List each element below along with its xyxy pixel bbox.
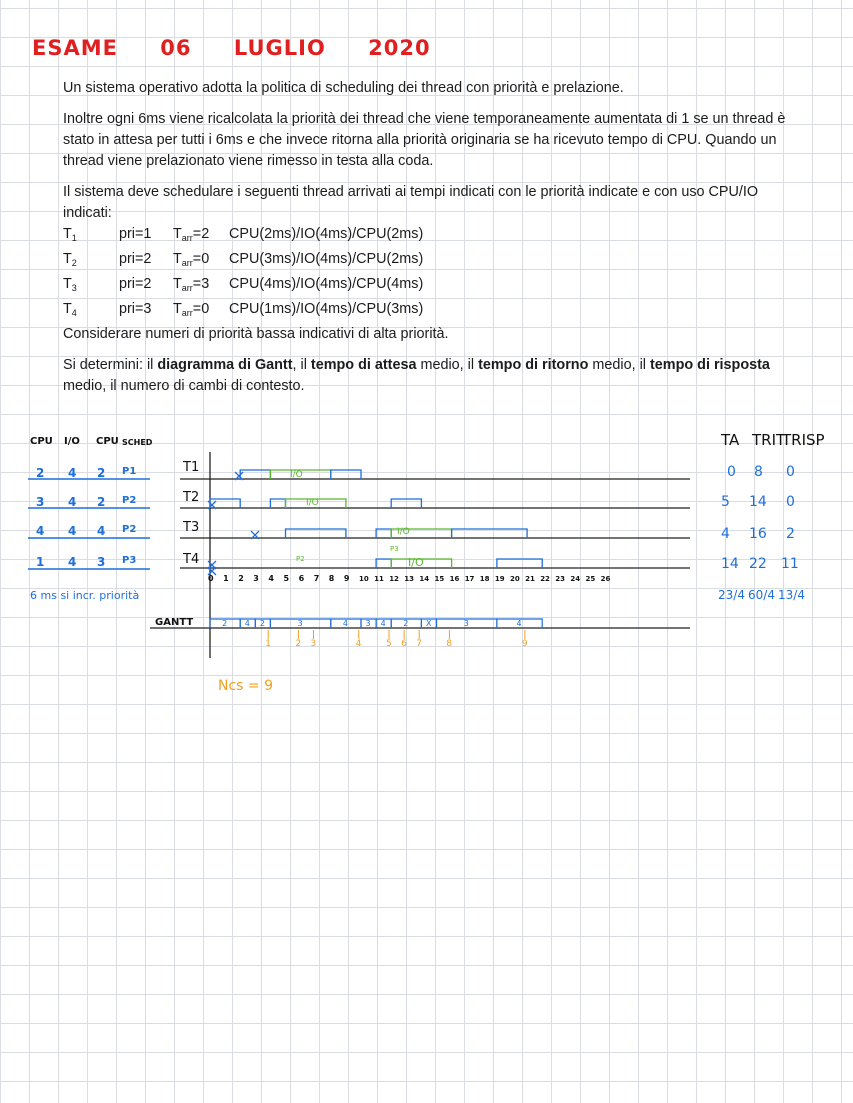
context-switch-count: Ncs = 9 bbox=[218, 678, 274, 694]
timeline-tick: 1 bbox=[223, 574, 229, 583]
thread-bar bbox=[286, 499, 346, 508]
thread-bar bbox=[270, 470, 330, 479]
param-cpu2: 2 bbox=[97, 495, 106, 509]
result-header-ta: TA bbox=[721, 431, 740, 449]
thread-bar bbox=[497, 559, 542, 568]
exam-word: ESAME bbox=[32, 36, 118, 60]
result-ta: 0 bbox=[727, 464, 736, 480]
param-cpu1: 3 bbox=[36, 495, 45, 509]
timeline-tick: 16 bbox=[449, 575, 460, 583]
col-header-io: I/O bbox=[64, 436, 80, 447]
gantt-block-label: 3 bbox=[297, 619, 303, 628]
result-ta: 14 bbox=[721, 556, 739, 572]
param-io: 4 bbox=[68, 466, 77, 480]
timeline-tick: 7 bbox=[313, 574, 320, 583]
context-switch-number: 1 bbox=[265, 639, 271, 649]
context-switch-number: 4 bbox=[355, 639, 362, 649]
thread-bar bbox=[391, 529, 451, 538]
thread-bar bbox=[391, 559, 451, 568]
gantt-block-label: X bbox=[425, 619, 432, 628]
result-avg-trisp: 13/4 bbox=[778, 588, 805, 602]
result-ta: 4 bbox=[721, 526, 730, 542]
timeline-tick: 24 bbox=[570, 575, 581, 583]
param-sched: P2 bbox=[122, 524, 137, 535]
timeline-tick: 10 bbox=[359, 575, 369, 583]
context-switch-number: 5 bbox=[386, 639, 392, 649]
result-trisp: 0 bbox=[786, 464, 795, 480]
result-trisp: 0 bbox=[786, 494, 795, 510]
result-trit: 22 bbox=[749, 556, 767, 572]
problem-paragraph-1: Un sistema operativo adotta la politica di scheduling dei thread con priorità e prelazione. bbox=[63, 80, 624, 96]
timeline-tick: 9 bbox=[343, 574, 350, 583]
timeline-tick: 19 bbox=[494, 575, 505, 583]
timeline-tick: 18 bbox=[479, 575, 490, 583]
timeline-tick: 22 bbox=[540, 575, 550, 583]
io-label: I/O bbox=[290, 470, 303, 480]
result-trisp: 11 bbox=[781, 556, 799, 572]
result-avg-ta: 23/4 bbox=[718, 588, 745, 602]
io-label: I/O bbox=[397, 527, 410, 537]
timeline-tick: 8 bbox=[328, 574, 335, 583]
gantt-block-label: 4 bbox=[380, 619, 386, 628]
io-label: I/O bbox=[306, 498, 319, 508]
gantt-block-label: 2 bbox=[222, 619, 228, 628]
param-sched: P2 bbox=[122, 495, 137, 506]
gantt-block-label: 2 bbox=[403, 619, 409, 628]
result-header-trisp: TRISP bbox=[782, 431, 825, 449]
priority-note: Considerare numeri di priorità bassa indicativi di alta priorità. bbox=[63, 326, 449, 342]
timeline-tick: 21 bbox=[525, 575, 535, 583]
context-switch-number: 7 bbox=[416, 639, 422, 649]
gantt-block-label: 3 bbox=[365, 619, 371, 628]
timeline-tick: 14 bbox=[419, 575, 430, 583]
thread-bar bbox=[331, 470, 361, 479]
timeline-tick: 23 bbox=[555, 575, 566, 583]
question: Si determini: il diagramma di Gantt, il tempo di attesa medio, il tempo di ritorno medio, il tempo di risposta medio, il numero di cambi di contesto. bbox=[63, 357, 770, 394]
thread-bar bbox=[452, 529, 527, 538]
thread-bar bbox=[286, 529, 346, 538]
timeline-tick: 4 bbox=[268, 574, 274, 583]
priority-label: P3 bbox=[390, 545, 399, 553]
gantt-block-label: 4 bbox=[342, 619, 348, 628]
param-io: 4 bbox=[68, 555, 77, 569]
thread-row: $T_2$ pri=2 $T_{arr}=0$ CPU(3ms)/IO(4ms)/CPU(2ms) bbox=[63, 251, 424, 268]
io-label: I/O bbox=[408, 556, 424, 569]
priority-increase-note: 6 ms si incr. priorità bbox=[30, 589, 140, 602]
param-cpu2: 4 bbox=[97, 524, 106, 538]
thread-bar bbox=[376, 529, 391, 538]
timeline-tick: 3 bbox=[253, 574, 259, 583]
result-avg-trit: 60/4 bbox=[748, 588, 775, 602]
thread-bar bbox=[391, 499, 421, 508]
gantt-block-label: 3 bbox=[463, 619, 469, 628]
param-sched: P1 bbox=[122, 466, 137, 477]
thread-row: $T_1$ pri=1 $T_{arr}=2$ CPU(2ms)/IO(4ms)/CPU(2ms) bbox=[63, 226, 424, 243]
context-switch-number: 2 bbox=[295, 639, 302, 649]
col-header-cpu2: CPU bbox=[96, 436, 119, 447]
exam-year: 2020 bbox=[368, 36, 431, 60]
result-trit: 16 bbox=[749, 526, 767, 542]
thread-label: T3 bbox=[183, 520, 200, 535]
timeline-tick: 11 bbox=[374, 575, 384, 583]
result-trisp: 2 bbox=[786, 526, 795, 542]
gantt-block-label: 2 bbox=[259, 619, 265, 628]
param-cpu1: 1 bbox=[36, 555, 45, 569]
timeline-tick: 2 bbox=[238, 574, 244, 583]
thread-row: $T_4$ pri=3 $T_{arr}=0$ CPU(1ms)/IO(4ms)/CPU(3ms) bbox=[63, 301, 424, 318]
thread-label: T2 bbox=[183, 490, 200, 505]
thread-bar bbox=[270, 499, 285, 508]
param-io: 4 bbox=[68, 495, 77, 509]
timeline-tick: 25 bbox=[585, 575, 596, 583]
exam-month: LUGLIO bbox=[233, 36, 326, 60]
timeline-tick: 0 bbox=[208, 574, 214, 583]
param-cpu1: 2 bbox=[36, 466, 45, 480]
timeline-tick: 20 bbox=[510, 575, 520, 583]
thread-row: $T_3$ pri=2 $T_{arr}=3$ CPU(4ms)/IO(4ms)/CPU(4ms) bbox=[63, 276, 424, 293]
result-trit: 14 bbox=[749, 494, 767, 510]
gantt-block-label: 4 bbox=[516, 619, 522, 628]
param-cpu1: 4 bbox=[36, 524, 45, 538]
timeline-tick: 13 bbox=[404, 575, 415, 583]
param-io: 4 bbox=[68, 524, 77, 538]
param-cpu2: 2 bbox=[97, 466, 106, 480]
timeline-tick: 5 bbox=[283, 574, 290, 583]
result-header-trit: TRIT bbox=[752, 431, 786, 449]
param-sched: P3 bbox=[122, 555, 137, 566]
priority-label: P2 bbox=[296, 555, 305, 563]
thread-label: T4 bbox=[183, 552, 200, 567]
result-trit: 8 bbox=[754, 464, 763, 480]
context-switch-number: 3 bbox=[310, 639, 317, 649]
timeline-tick: 15 bbox=[434, 575, 445, 583]
col-header-cpu: CPU bbox=[30, 436, 53, 447]
thread-label: T1 bbox=[183, 460, 200, 475]
timeline-tick: 26 bbox=[600, 575, 611, 583]
result-ta: 5 bbox=[721, 494, 730, 510]
problem-paragraph-2: Inoltre ogni 6ms viene ricalcolata la priorità dei thread che viene temporaneamente aumentata di 1 se un thread è stato in attesa per tutti i 6ms e che invece ritorna alla priorità originaria se ha ricevuto tempo di CPU. Quando un thread viene prelazionato viene rimesso in testa alla coda. bbox=[63, 111, 786, 169]
timeline-tick: 12 bbox=[389, 575, 399, 583]
context-switch-number: 9 bbox=[521, 639, 528, 649]
thread-bar bbox=[376, 559, 391, 568]
exam-day: 06 bbox=[160, 36, 192, 60]
problem-paragraph-3: Il sistema deve schedulare i seguenti thread arrivati ai tempi indicati con le priorità indicate e con uso CPU/IO indicati: bbox=[63, 184, 759, 221]
gantt-block-label: 4 bbox=[244, 619, 250, 628]
context-switch-number: 8 bbox=[446, 639, 453, 649]
context-switch-number: 6 bbox=[401, 639, 407, 649]
gantt-label: GANTT bbox=[155, 617, 194, 628]
timeline-tick: 17 bbox=[464, 575, 475, 583]
timeline-tick: 6 bbox=[298, 574, 305, 583]
thread-bar bbox=[240, 470, 270, 479]
col-header-sched: SCHED bbox=[122, 438, 153, 447]
param-cpu2: 3 bbox=[97, 555, 106, 569]
